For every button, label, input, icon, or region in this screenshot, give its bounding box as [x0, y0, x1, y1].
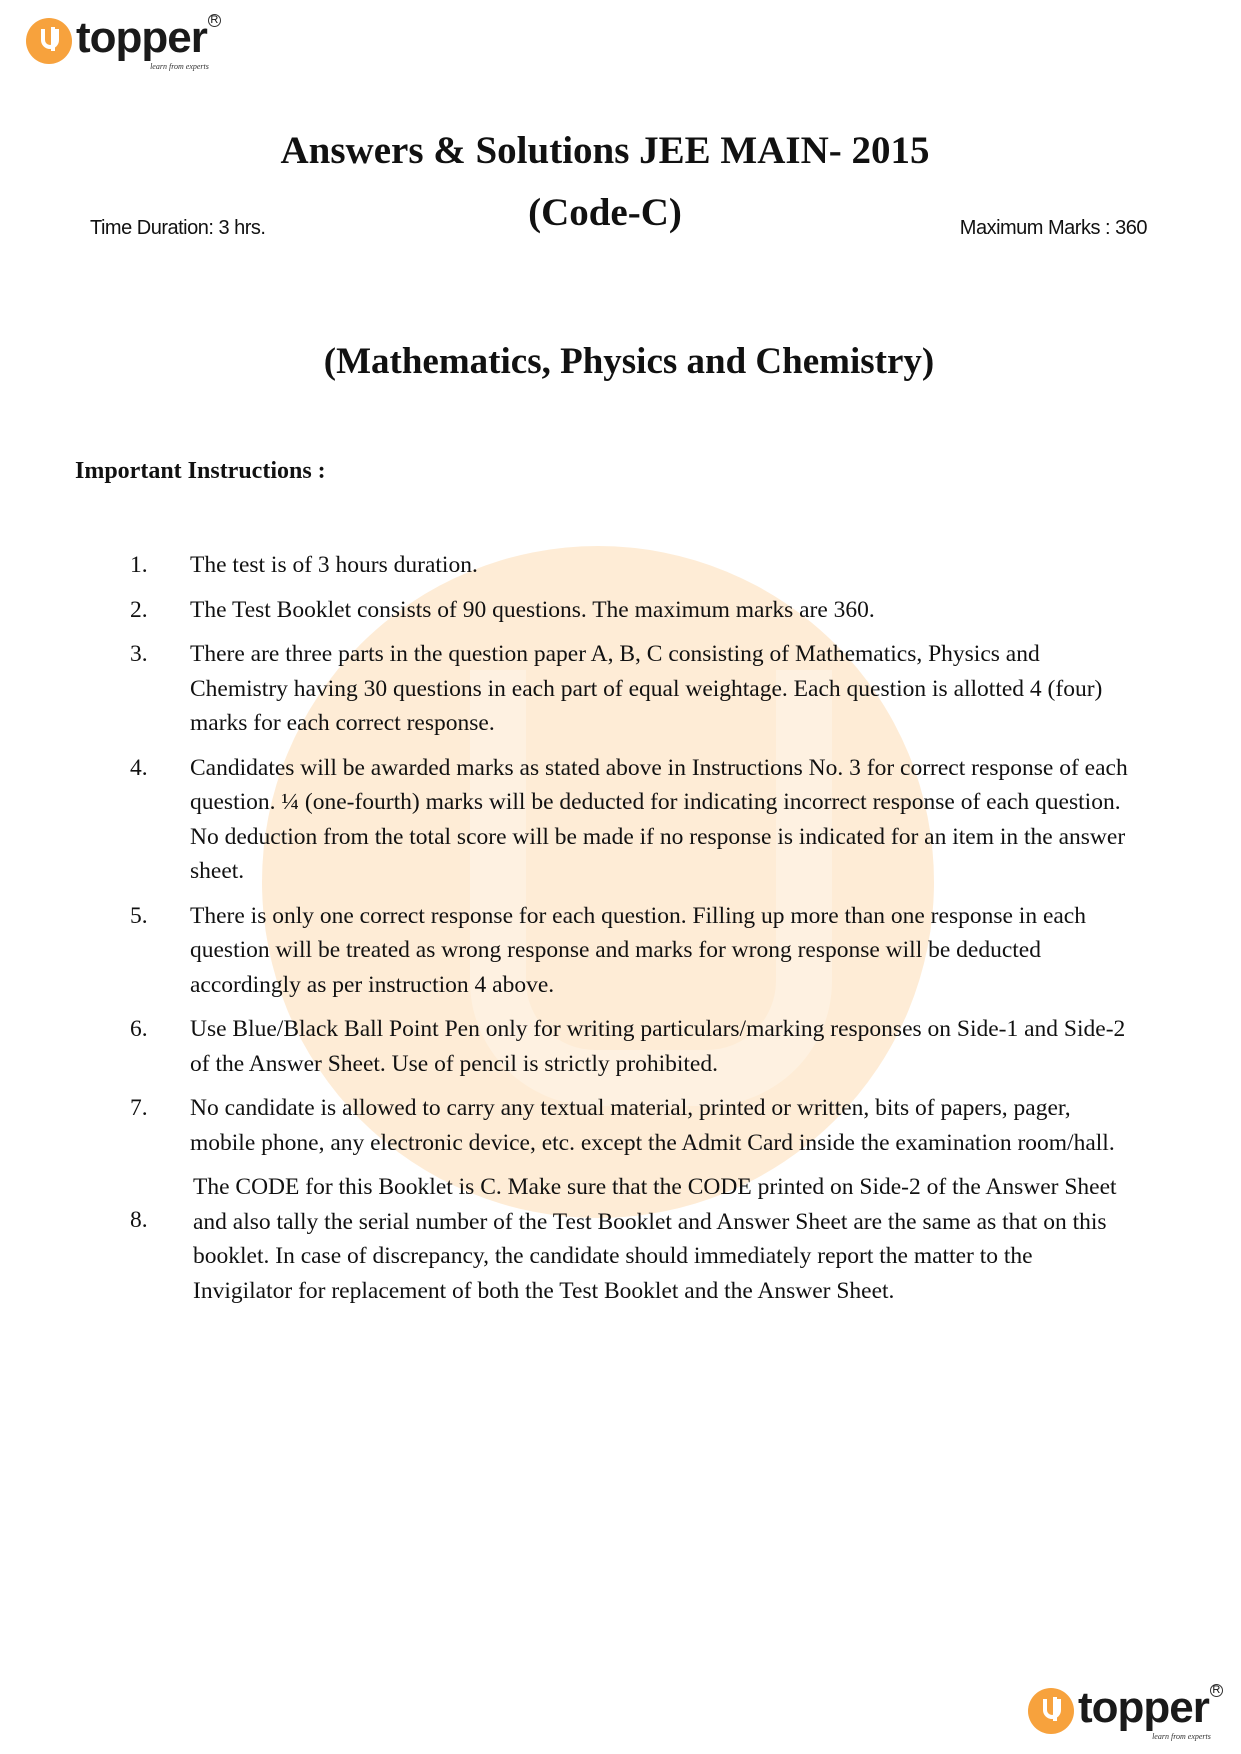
- list-item: [130, 1091, 1130, 1160]
- registered-mark: R: [208, 14, 221, 27]
- item-text: Candidates will be awarded marks as stated above in Instructions No. 3 for correct response of each question. ¼ (one-fourth) marks will be deducted for indicating incorrect response of each question. No deduction from the total score will be made if no response is indicated for an item in the answer sheet.: [190, 754, 1128, 884]
- item-text: The CODE for this Booklet is C. Make sure that the CODE printed on Side-2 of the Answer Sheet and also tally the serial number of the Test Booklet and Answer Sheet are the same as that on this booklet. In case of discrepancy, the candidate should immediately report the matter to the Invigilator for replacement of both the Test Booklet and the Answer Sheet.: [193, 1174, 1117, 1304]
- topper-logo-footer: [1028, 1683, 1221, 1741]
- item-number: 4.: [130, 754, 148, 781]
- item-text: The Test Booklet consists of 90 questions. The maximum marks are 360.: [190, 596, 875, 623]
- maximum-marks: Maximum Marks : 360: [959, 217, 1147, 239]
- item-number: 2.: [130, 596, 148, 623]
- list-item: [130, 1012, 1130, 1081]
- item-number: 8.: [130, 1207, 148, 1233]
- list-item: [130, 751, 1130, 889]
- item-text: There are three parts in the question paper A, B, C consisting of Mathematics, Physics and Chemistry having 30 questions in each part of equal weightage. Each question is allotted 4 (four) marks for each correct response.: [190, 641, 1103, 736]
- page-title: Answers & Solutions JEE MAIN- 2015: [280, 129, 930, 172]
- instructions-list: [130, 548, 1130, 1318]
- topper-logo-tagline: learn from experts: [150, 62, 209, 71]
- list-item: [130, 593, 1130, 628]
- time-duration: Time Duration: 3 hrs.: [90, 217, 266, 239]
- topper-logo-icon: [26, 18, 72, 64]
- list-item: [130, 1170, 1130, 1308]
- item-number: 7.: [130, 1095, 148, 1121]
- topper-logo-icon: [1028, 1688, 1074, 1734]
- page-title-code: (Code-C): [528, 191, 682, 234]
- topper-logo-text: topper: [1078, 1683, 1209, 1732]
- item-text: There is only one correct response for each question. Filling up more than one response in each question will be treated as wrong response and marks for wrong response will be deducted accordingly as per instruction 4 above.: [190, 902, 1086, 998]
- list-item: [130, 637, 1130, 741]
- instructions-heading: Important Instructions :: [75, 458, 326, 484]
- item-text: No candidate is allowed to carry any textual material, printed or written, bits of papers, pager, mobile phone, any electronic device, etc. except the Admit Card inside the examination room/hall.: [190, 1095, 1115, 1156]
- registered-mark: R: [1210, 1684, 1223, 1697]
- item-number: 5.: [130, 902, 148, 929]
- list-item: [130, 548, 1130, 583]
- item-text: Use Blue/Black Ball Point Pen only for writing particulars/marking responses on Side-1 and Side-2 of the Answer Sheet. Use of pencil is strictly prohibited.: [190, 1016, 1126, 1077]
- item-number: 6.: [130, 1016, 148, 1042]
- topper-logo-header: [26, 13, 219, 71]
- topper-logo-text: topper: [76, 13, 207, 62]
- item-number: 3.: [130, 641, 148, 667]
- subjects-subtitle: (Mathematics, Physics and Chemistry): [323, 341, 935, 382]
- topper-logo-tagline: learn from experts: [1152, 1732, 1211, 1741]
- item-number: 1.: [130, 552, 148, 578]
- item-text: The test is of 3 hours duration.: [190, 552, 478, 578]
- list-item: [130, 899, 1130, 1003]
